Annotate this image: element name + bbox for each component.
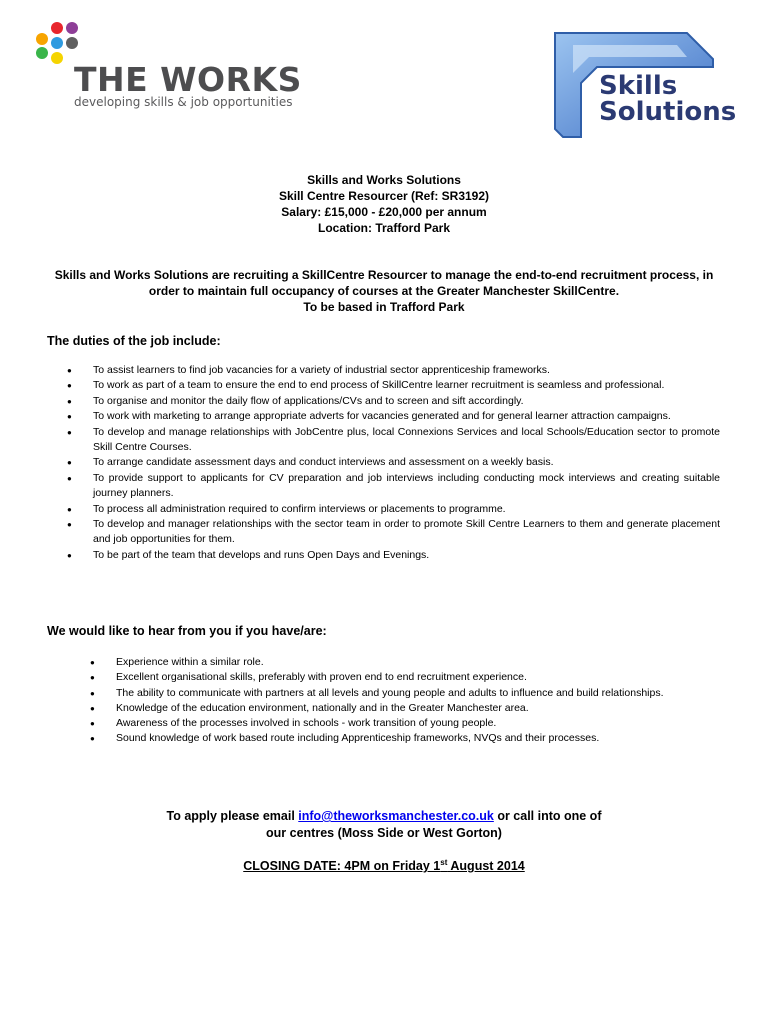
requirements-list (90, 655, 690, 747)
list-item: ● To work as part of a team to ensure the end to end process of SkillCentre learner recruitment is seamless and professional. (47, 378, 720, 393)
works-logo-title: THE WORKS (74, 60, 302, 99)
list-item: ● To process all administration required to confirm interviews or placements to programme. (47, 502, 720, 517)
heading-company: Skills and Works Solutions (307, 173, 461, 187)
list-item: ● Awareness of the processes involved in schools - work transition of young people. (90, 716, 690, 731)
heading-role: Skill Centre Resourcer (Ref: SR3192) (278, 189, 490, 203)
list-item: ● To provide support to applicants for CV preparation and job interviews including conducting mock interviews and creating suitable journey planners. (47, 471, 720, 502)
the-works-logo (34, 20, 304, 115)
works-logo-tagline: developing skills & job opportunities (74, 95, 293, 109)
skills-logo-text: Skills Solutions (599, 71, 737, 127)
list-item: ● To arrange candidate assessment days and conduct interviews and assessment on a weekly basis. (47, 455, 720, 470)
list-item: ● Knowledge of the education environment, nationally and in the Greater Manchester area. (90, 701, 690, 716)
list-item: ● Excellent organisational skills, preferably with proven end to end recruitment experience. (90, 670, 690, 685)
email-link[interactable]: info@theworksmanchester.co.uk (298, 809, 494, 823)
list-item: ● To assist learners to find job vacancies for a variety of industrial sector apprenticeship frameworks. (47, 363, 720, 378)
list-item: ● To develop and manager relationships with the sector team in order to promote Skill Centre Learners to them and generate placement and job opportunities for them. (47, 517, 720, 548)
list-item: ● Sound knowledge of work based route including Apprenticeship frameworks, NVQs and their processes. (90, 731, 690, 746)
list-item: ● To organise and monitor the daily flow of applications/CVs and to screen and sift accordingly. (47, 394, 720, 409)
duties-list (47, 363, 720, 563)
requirements-title: We would like to hear from you if you have/are: (47, 624, 327, 638)
list-item: ● The ability to communicate with partners at all levels and young people and adults to influence and build relationships. (90, 686, 690, 701)
list-item: ● To work with marketing to arrange appropriate adverts for vacancies generated and for general learner attraction campaigns. (47, 409, 720, 424)
closing-date: CLOSING DATE: 4PM on Friday 1st August 2014 (243, 858, 525, 874)
list-item: ● To develop and manage relationships with JobCentre plus, local Connexions Services and local Schools/Education sector to promote Skill Centre Courses. (47, 425, 720, 456)
skills-solutions-logo (537, 25, 735, 142)
duties-title: The duties of the job include: (47, 334, 221, 348)
heading-location: Location: Trafford Park (317, 221, 451, 235)
list-item: ● Experience within a similar role. (90, 655, 690, 670)
heading-salary: Salary: £15,000 - £20,000 per annum (281, 205, 487, 219)
intro-paragraph: Skills and Works Solutions are recruiting a SkillCentre Resourcer to manage the end-to-end recruitment process, in order to maintain full occupancy of courses at the Greater Manchester SkillCentre. To be based in Trafford Park (54, 268, 714, 314)
job-heading (0, 172, 768, 236)
list-item: ● To be part of the team that develops and runs Open Days and Evenings. (47, 548, 720, 563)
apply-instructions: To apply please email info@theworksmanchester.co.uk or call into one of our centres (Moss Side or West Gorton) (166, 809, 602, 840)
